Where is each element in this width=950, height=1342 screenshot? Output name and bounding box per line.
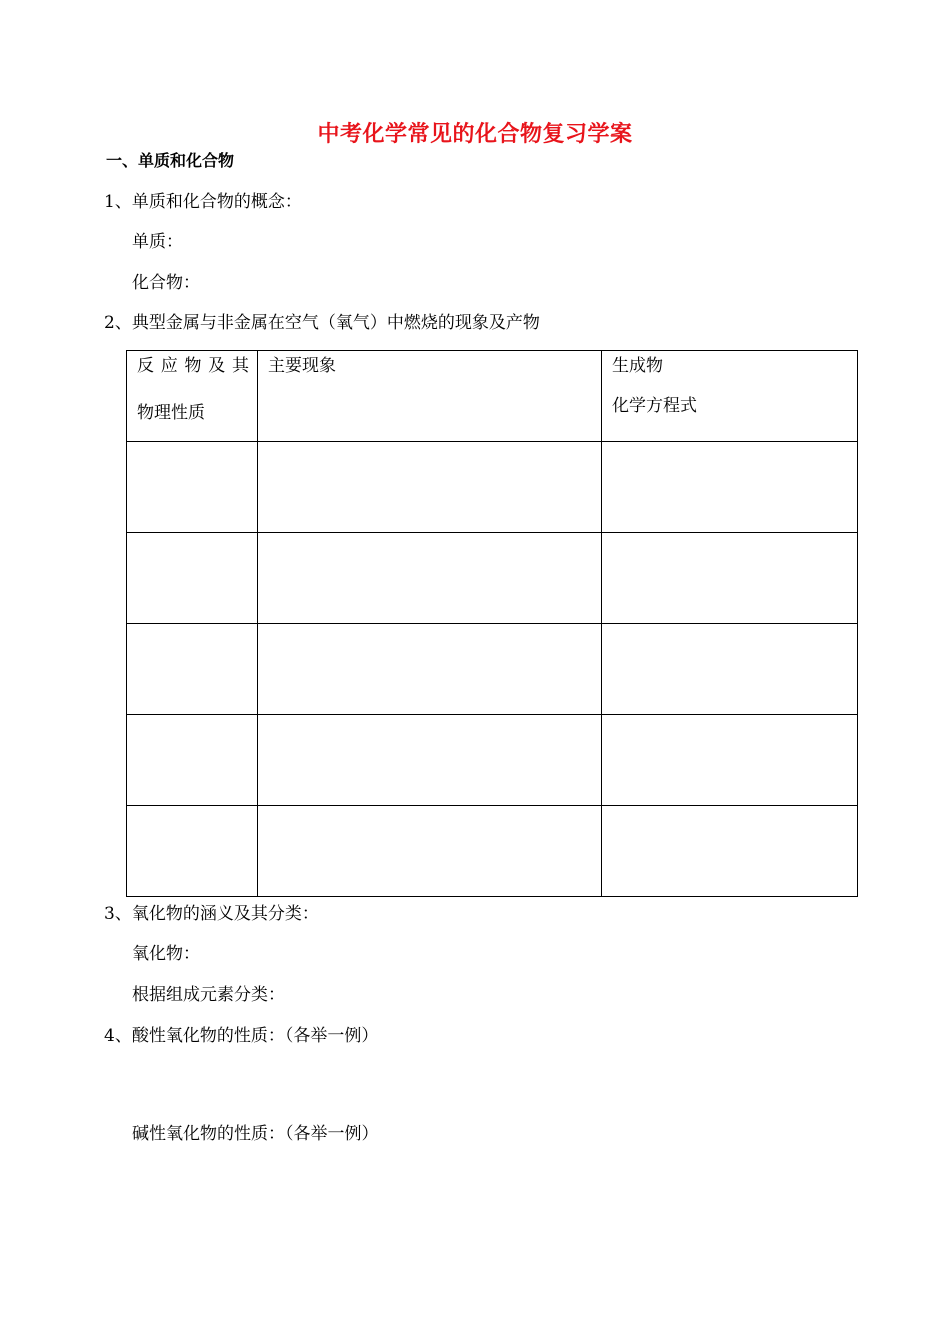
section-heading: 一、单质和化合物 [106, 151, 235, 170]
question-2-label: 2、典型金属与非金属在空气（氧气）中燃烧的现象及产物 [104, 313, 540, 333]
header-products-line1: 生成物 [612, 356, 663, 376]
header-products-line2: 化学方程式 [612, 396, 697, 416]
table-row [127, 806, 858, 897]
table-cell[interactable] [127, 442, 258, 533]
table-cell[interactable] [258, 533, 602, 624]
question-1-item-a: 单质： [132, 232, 183, 252]
table-cell[interactable] [602, 624, 858, 715]
table-row [127, 624, 858, 715]
table-row [127, 442, 858, 533]
header-cell-phenomena [258, 351, 602, 442]
table-row [127, 715, 858, 806]
header-reactants-line1: 反应物及其 [137, 356, 249, 376]
table-cell[interactable] [258, 715, 602, 806]
table-cell[interactable] [127, 715, 258, 806]
table-row [127, 533, 858, 624]
header-cell-reactants [127, 351, 258, 442]
table-cell[interactable] [127, 533, 258, 624]
table-cell[interactable] [602, 806, 858, 897]
table-header-row [127, 351, 858, 442]
table-cell[interactable] [127, 806, 258, 897]
table-cell[interactable] [602, 533, 858, 624]
question-4-label: 4、酸性氧化物的性质：（各举一例） [104, 1026, 379, 1046]
question-3-label: 3、氧化物的涵义及其分类： [104, 904, 319, 924]
table-cell[interactable] [602, 442, 858, 533]
table-cell[interactable] [127, 624, 258, 715]
question-3-item-b: 根据组成元素分类： [132, 985, 285, 1005]
question-1-item-b: 化合物： [132, 273, 200, 293]
table-cell[interactable] [258, 806, 602, 897]
header-reactants-line2: 物理性质 [137, 403, 205, 423]
table-cell[interactable] [258, 624, 602, 715]
page-title: 中考化学常见的化合物复习学案 [317, 122, 633, 147]
question-3-item-a: 氧化物： [132, 944, 200, 964]
question-1-label: 1、单质和化合物的概念： [104, 192, 302, 212]
question-4-item-b: 碱性氧化物的性质：（各举一例） [132, 1124, 379, 1144]
header-cell-products [602, 351, 858, 442]
combustion-table [126, 350, 858, 897]
header-phenomena-label: 主要现象 [268, 356, 336, 376]
table-cell[interactable] [602, 715, 858, 806]
table-cell[interactable] [258, 442, 602, 533]
